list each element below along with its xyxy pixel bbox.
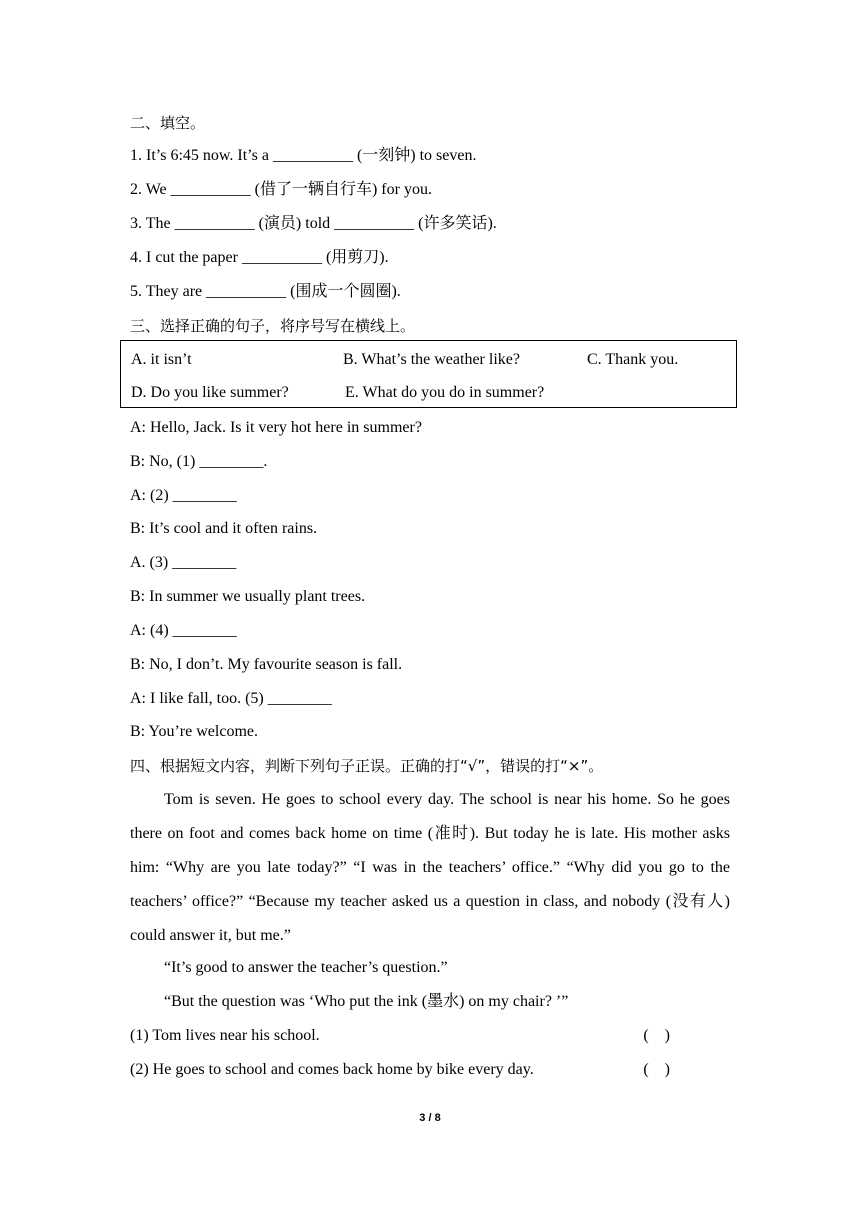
dialogue-line-1: A: Hello, Jack. Is it very hot here in summer? — [130, 419, 422, 436]
section4-title: 四、根据短文内容，判断下列句子正误。正确的打“√”，错误的打“×”。 — [130, 757, 604, 775]
dialogue-line-3: A: (2) ________ — [130, 487, 237, 504]
reading-paragraph-1: Tom is seven. He goes to school every day. The school is near his home. So he goes there on foot and comes back home on time (准时). But today he is late. His mother asks him: “Why are you late today?” “I was in the teachers’ office.” “Why did you go to the teachers’ office?” “Because my teacher asked us a question in class, and nobody (没有人) could answer it, but me.” — [130, 791, 730, 944]
fill-item-5: 5. They are __________ (围成一个圆圈). — [130, 283, 401, 300]
judge-question-1 — [130, 1025, 730, 1047]
option-d: D. Do you like summer? — [131, 384, 289, 401]
judge-question-text: (2) He goes to school and comes back home by bike every day. — [130, 1061, 534, 1078]
dialogue-line-9: A: I like fall, too. (5) ________ — [130, 690, 332, 707]
dialogue-line-7: A: (4) ________ — [130, 622, 237, 639]
judge-question-2 — [130, 1059, 730, 1081]
answer-blank[interactable]: ( ) — [643, 1061, 670, 1078]
option-c: C. Thank you. — [587, 351, 679, 368]
fill-item-1: 1. It’s 6:45 now. It’s a __________ (一刻钟) to seven. — [130, 147, 477, 164]
fill-item-2: 2. We __________ (借了一辆自行车) for you. — [130, 181, 432, 198]
page-number: 3 / 8 — [419, 1112, 441, 1124]
option-b: B. What’s the weather like? — [343, 351, 520, 368]
dialogue-line-2: B: No, (1) ________. — [130, 453, 268, 470]
section2-title: 二、填空。 — [130, 114, 206, 132]
reading-paragraph-3: “But the question was ‘Who put the ink (墨水) on my chair? ’” — [164, 993, 569, 1010]
judge-question-text: (1) Tom lives near his school. — [130, 1027, 320, 1044]
reading-paragraph-2: “It’s good to answer the teacher’s question.” — [164, 959, 448, 976]
dialogue-line-10: B: You’re welcome. — [130, 723, 258, 740]
option-a: A. it isn’t — [131, 351, 192, 368]
fill-item-4: 4. I cut the paper __________ (用剪刀). — [130, 249, 389, 266]
fill-item-3: 3. The __________ (演员) told __________ (许多笑话). — [130, 215, 497, 232]
answer-blank[interactable]: ( ) — [643, 1027, 670, 1044]
dialogue-line-5: A. (3) ________ — [130, 554, 237, 571]
section3-title: 三、选择正确的句子，将序号写在横线上。 — [130, 317, 416, 335]
options-box — [120, 340, 737, 408]
option-e: E. What do you do in summer? — [345, 384, 545, 401]
dialogue-line-6: B: In summer we usually plant trees. — [130, 588, 366, 605]
dialogue-line-8: B: No, I don’t. My favourite season is fall. — [130, 656, 403, 673]
dialogue-line-4: B: It’s cool and it often rains. — [130, 520, 318, 537]
